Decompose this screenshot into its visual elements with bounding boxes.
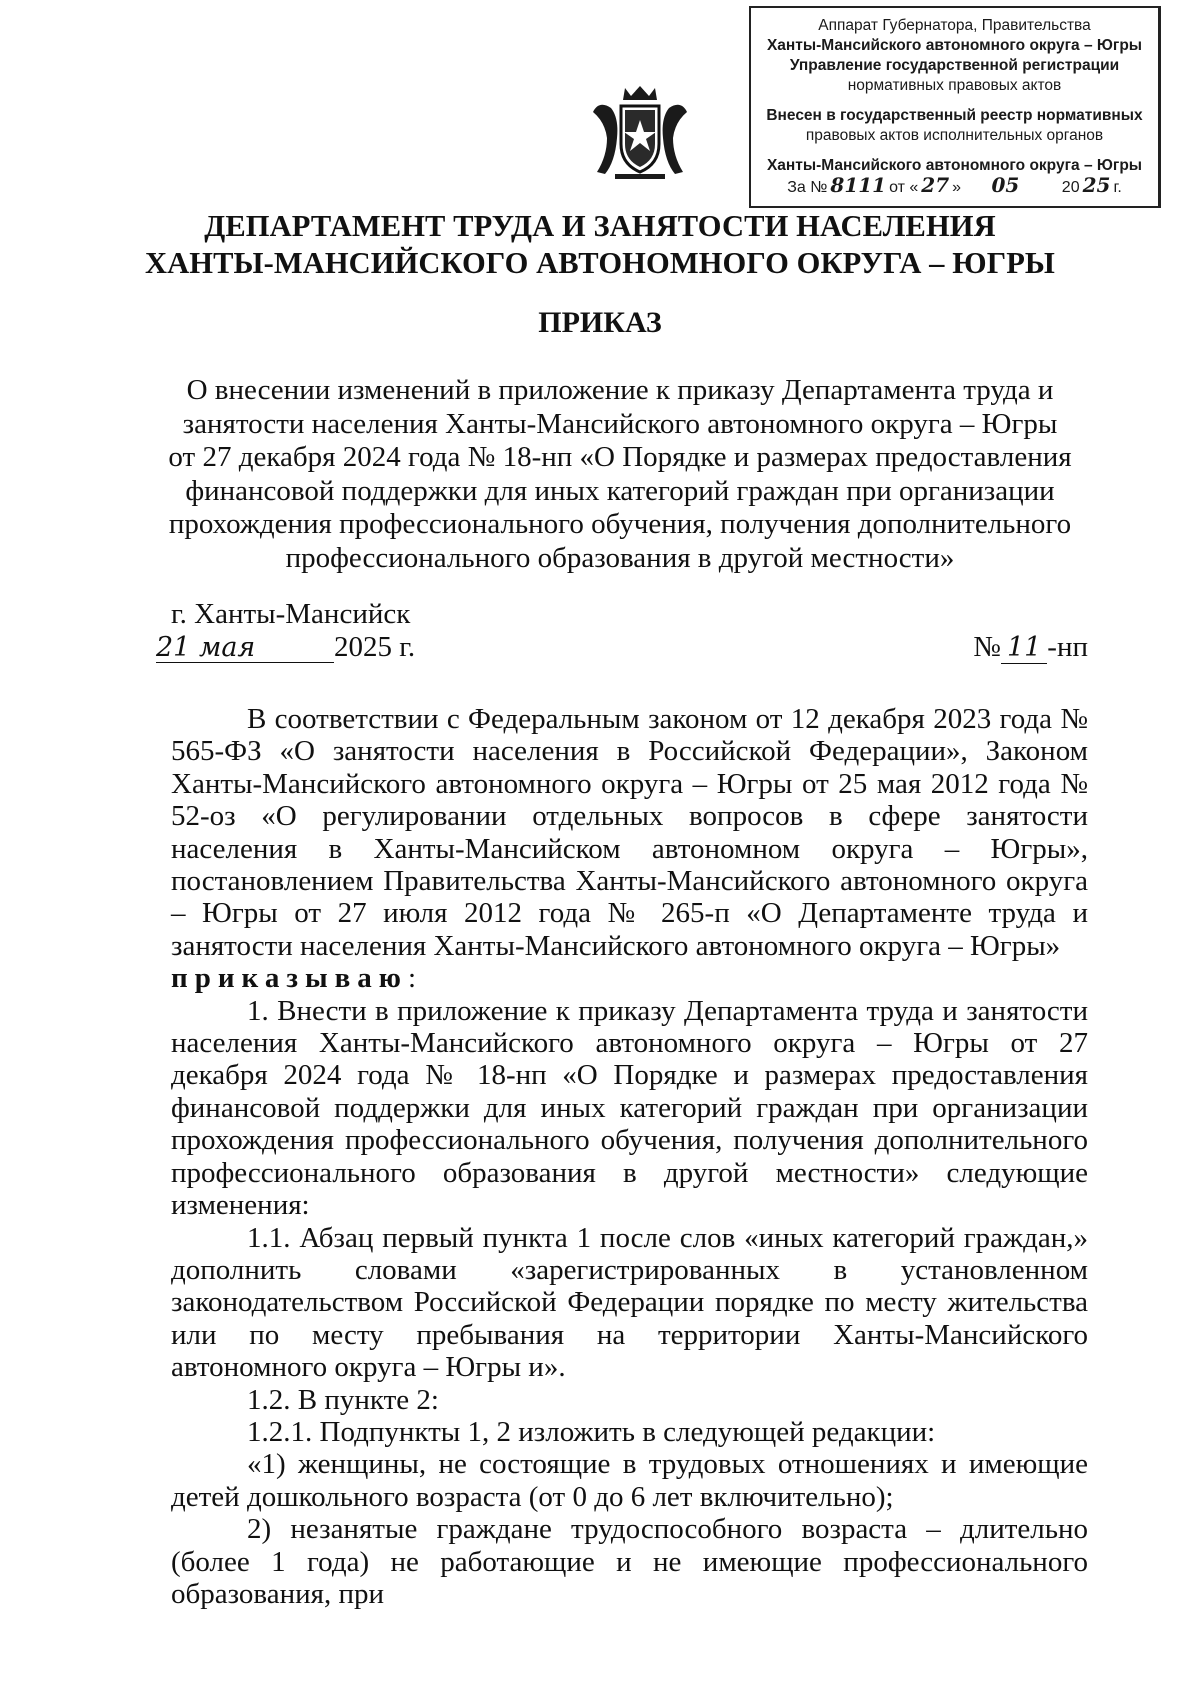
stamp-reg-year-prefix: 20 — [1061, 179, 1080, 196]
stamp-reg-number: 8111 — [830, 173, 887, 197]
department-line-1: ДЕПАРТАМЕНТ ТРУДА И ЗАНЯТОСТИ НАСЕЛЕНИЯ — [204, 209, 996, 243]
department-line-2: ХАНТЫ-МАНСИЙСКОГО АВТОНОМНОГО ОКРУГА – ЮГРЫ — [145, 246, 1055, 280]
stamp-line: Управление государственной регистрации — [789, 57, 1120, 74]
stamp-line: правовых актов исполнительных органов — [805, 127, 1104, 144]
body-paragraph: 1.2. В пункте 2: — [247, 1383, 439, 1416]
body-paragraph: «1) женщины, не состоящие в трудовых отношениях и имеющие детей дошкольного возраста (от 0 до 6 лет включительно); — [171, 1448, 1088, 1513]
order-word-colon: : — [407, 962, 416, 995]
stamp-line: Аппарат Губернатора, Правительства — [818, 17, 1091, 34]
stamp-reg-year-unit: г. — [1113, 179, 1122, 196]
stamp-reg-day: 27 — [921, 173, 950, 197]
order-title: ПРИКАЗ — [538, 306, 662, 339]
department-header — [0, 208, 1200, 282]
stamp-reg-from: от « — [889, 179, 919, 196]
body-paragraph: 2) незанятые граждане трудоспособного возраста – длительно (более 1 года) не работающие и не имеющие профессионального образования, при — [171, 1513, 1088, 1610]
body-paragraph: 1.1. Абзац первый пункта 1 после слов «иных категорий граждан,» дополнить словами «зарегистрированных в установленном законодательством Российской Федерации порядке по месту жительства или по месту пребывания на территории Ханты-Мансийского автономного округа – Югры и». — [171, 1221, 1088, 1384]
stamp-line: Внесен в государственный реестр нормативных — [766, 107, 1143, 124]
number-prefix: № — [973, 631, 1001, 663]
city: г. Ханты-Мансийск — [171, 598, 411, 630]
order-number — [973, 631, 1088, 664]
order-word: приказываю — [171, 962, 408, 995]
order-subject — [140, 374, 1100, 576]
registration-stamp — [749, 6, 1161, 208]
subject-line: прохождения профессионального обучения, получения дополнительного — [168, 508, 1072, 541]
order-word-line — [171, 962, 1088, 994]
body-paragraph: 1.2.1. Подпункты 1, 2 изложить в следующей редакции: — [247, 1415, 936, 1448]
date-handwritten: 21 мая — [156, 634, 334, 663]
order-date — [156, 631, 415, 664]
stamp-line: Ханты-Мансийского автономного округа – Югры — [766, 157, 1143, 174]
subject-line: занятости населения Ханты-Мансийского автономного округа – Югры — [182, 407, 1058, 440]
stamp-line: нормативных правовых актов — [847, 77, 1062, 94]
coat-of-arms-emblem — [585, 82, 695, 182]
subject-line: профессионального образования в другой местности» — [285, 541, 955, 574]
body-paragraph: В соответствии с Федеральным законом от 12 декабря 2023 года № 565-ФЗ «О занятости населения в Российской Федерации», Законом Ханты-Мансийского автономного округа – Югры от 25 мая 2012 года № 52-оз «О регулировании отдельных вопросов в сфере занятости населения в Ханты-Мансийском автономном округа – Югры», постановлением Правительства Ханты-Мансийского автономного округа – Югры от 27 июля 2012 года № 265-п «О Департаменте труда и занятости населения Ханты-Мансийского автономного округа – Югры» — [171, 703, 1088, 962]
stamp-registration-line — [751, 175, 1158, 198]
date-year: 2025 г. — [334, 631, 416, 663]
subject-line: О внесении изменений в приложение к приказу Департамента труда и — [186, 374, 1054, 406]
order-body — [171, 703, 1088, 1610]
body-paragraph: 1. Внести в приложение к приказу Департамента труда и занятости населения Ханты-Мансийского автономного округа – Югры от 27 декабря 2024 года № 18-нп «О Порядке и размерах предоставления финансовой поддержки для иных категорий граждан при организации прохождения профессионального обучения, получения дополнительного профессионального образования в другой местности» следующие изменения: — [171, 994, 1088, 1222]
number-suffix: -нп — [1047, 631, 1088, 663]
stamp-reg-quote: » — [952, 179, 962, 196]
subject-line: от 27 декабря 2024 года № 18-нп «О Порядке и размерах предоставления — [168, 441, 1072, 474]
stamp-line: Ханты-Мансийского автономного округа – Югры — [766, 37, 1143, 54]
stamp-reg-month: 05 — [991, 173, 1020, 197]
stamp-reg-prefix: За № — [787, 179, 828, 196]
subject-line: финансовой поддержки для иных категорий граждан при организации — [185, 474, 1055, 507]
number-handwritten: 11 — [1001, 632, 1047, 664]
stamp-reg-year-suffix: 25 — [1082, 173, 1111, 197]
